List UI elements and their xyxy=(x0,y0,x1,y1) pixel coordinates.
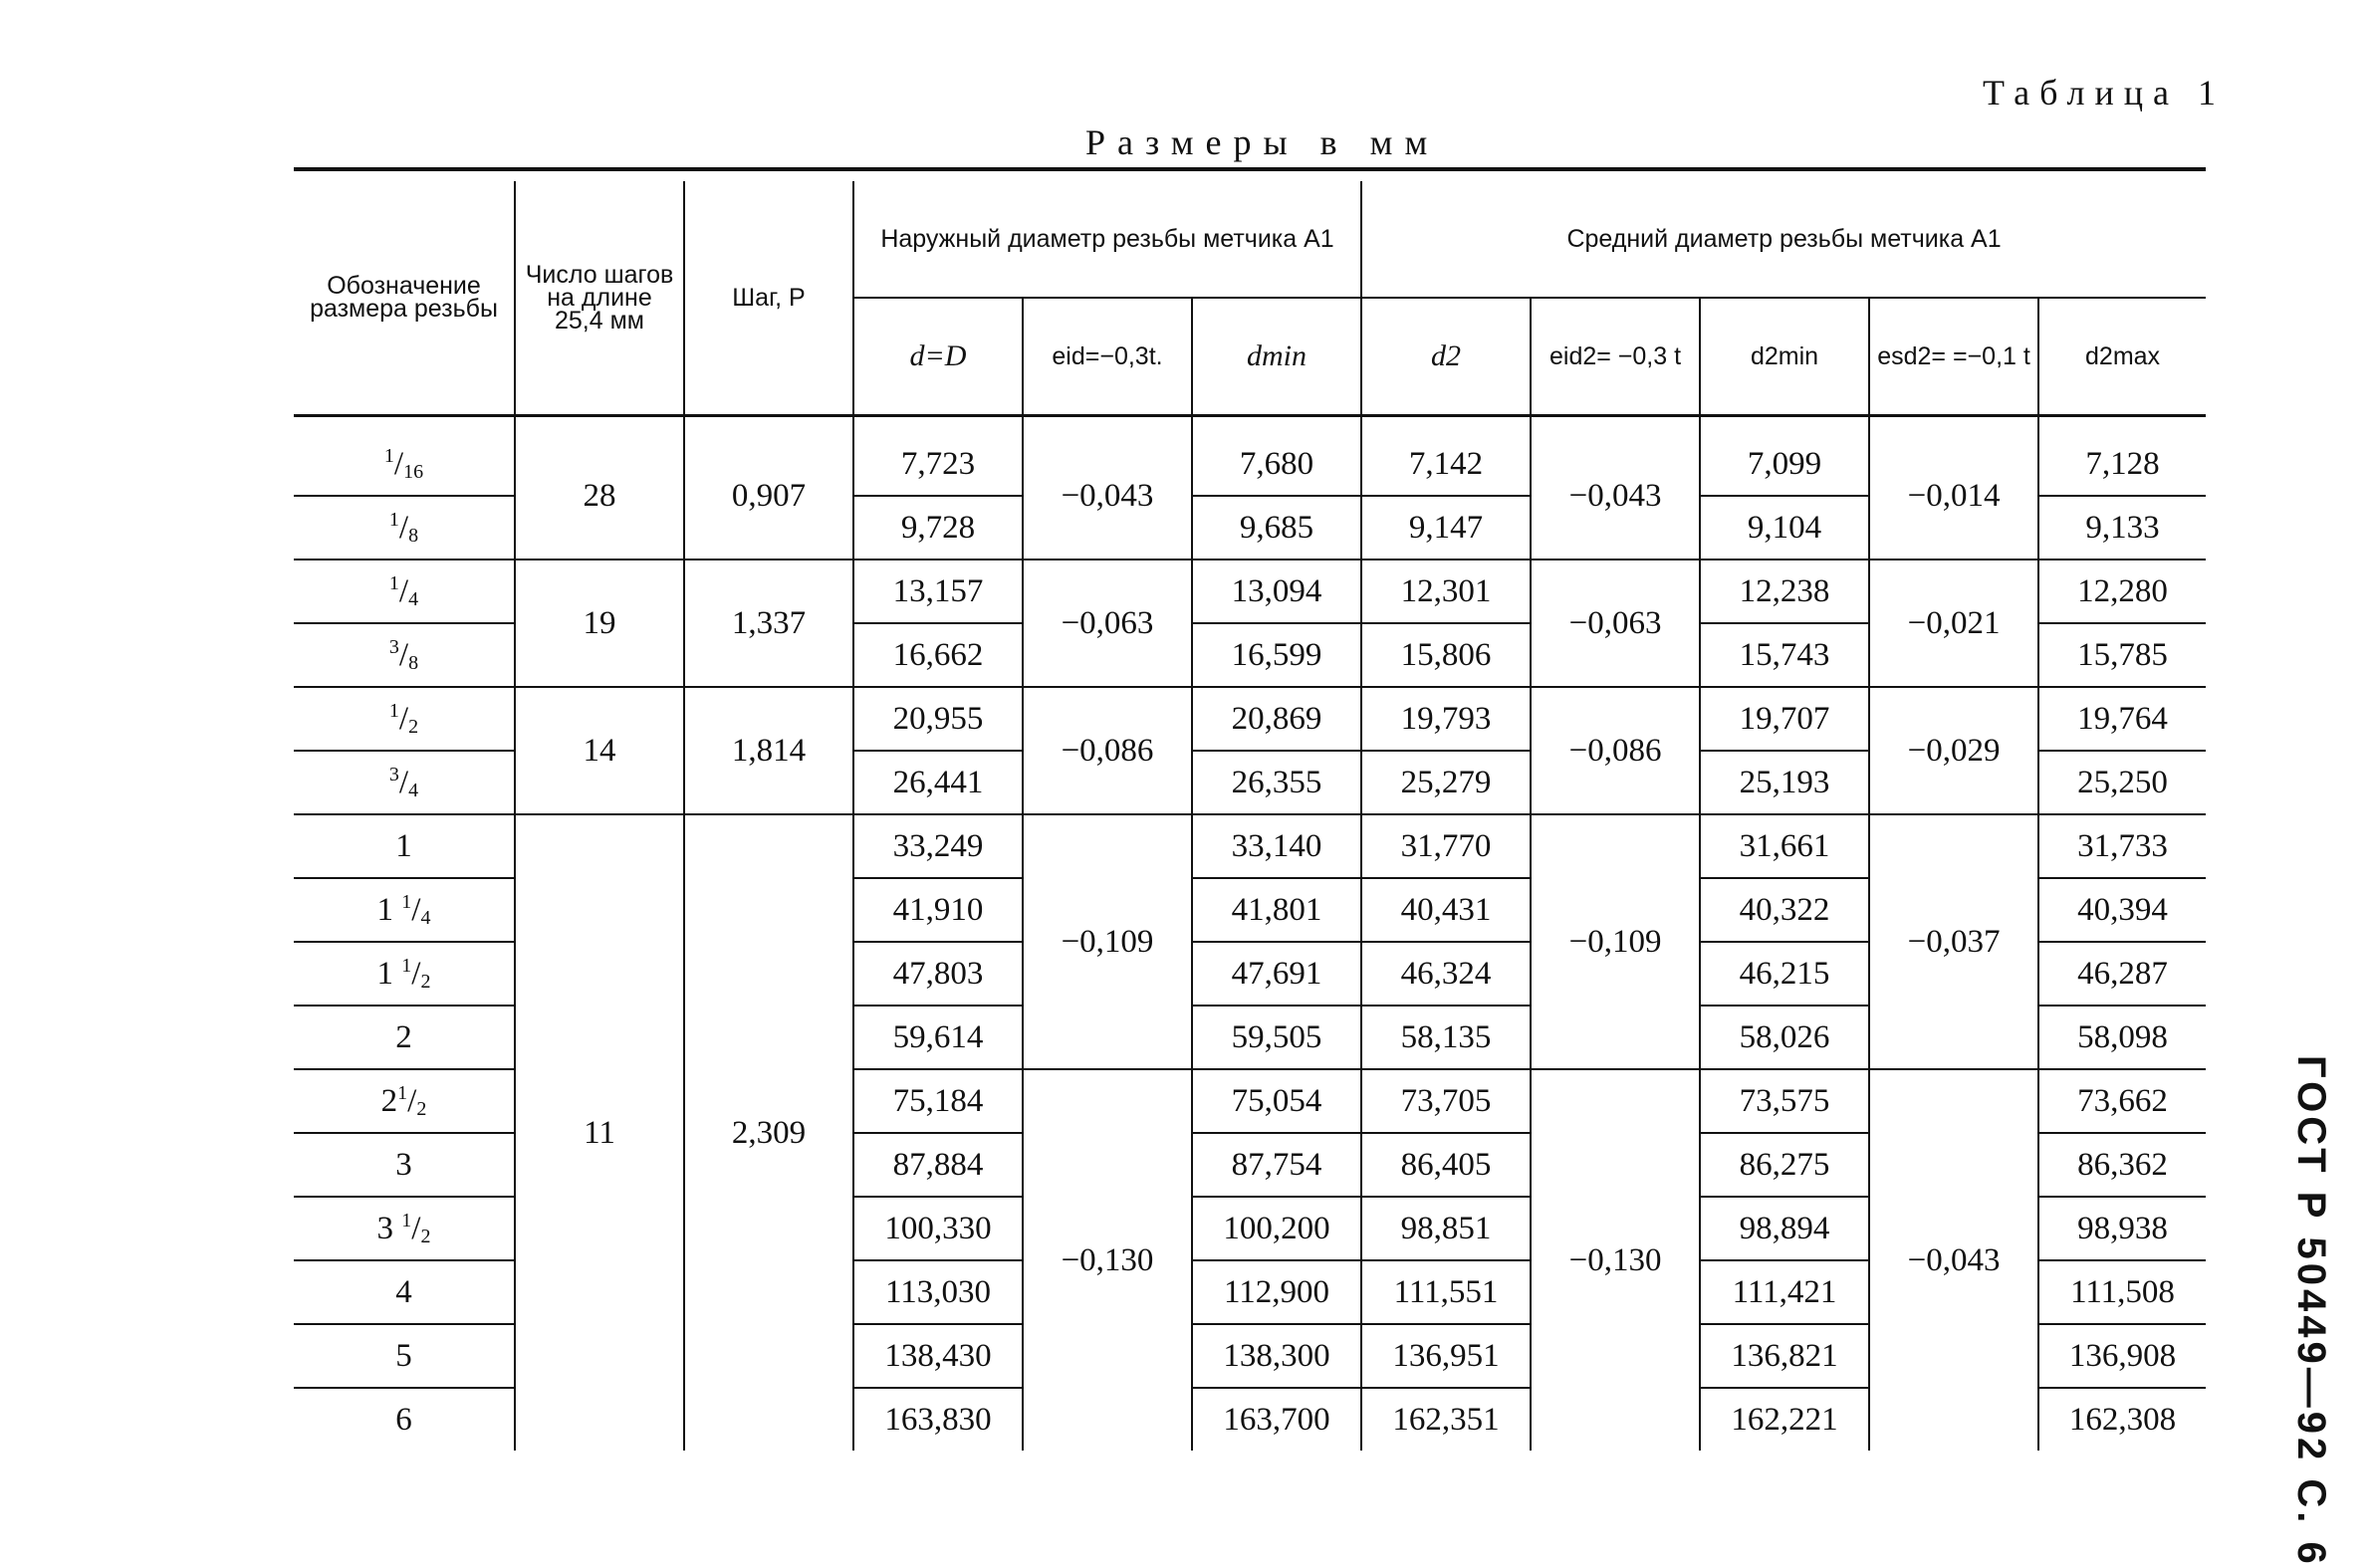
outer-diameter-min: 20,869 xyxy=(1192,687,1361,751)
fraction-slash: / xyxy=(407,1082,417,1119)
outer-diameter: 87,884 xyxy=(853,1133,1023,1197)
outer-diameter-min: 75,054 xyxy=(1192,1069,1361,1133)
pitch-diameter-min: 58,026 xyxy=(1700,1006,1869,1069)
pitch-diameter-max: 98,938 xyxy=(2038,1197,2206,1260)
col-pitch: Шаг, P xyxy=(684,181,853,416)
pitch-diameter: 162,351 xyxy=(1361,1388,1531,1451)
thread-size-value xyxy=(389,765,418,800)
pitch-diameter: 25,279 xyxy=(1361,751,1531,814)
outer-diameter-min: 13,094 xyxy=(1192,560,1361,623)
size-denominator: 2 xyxy=(408,715,419,738)
thread-size-value xyxy=(389,701,418,737)
size-denominator: 2 xyxy=(420,1225,431,1247)
thread-size-value xyxy=(377,956,431,992)
dimensions-table-wrapper xyxy=(294,167,2206,1451)
col-threads: Число шагов на длине 25,4 мм xyxy=(515,181,684,416)
fraction-slash: / xyxy=(393,445,404,482)
pitch-diameter-max: 111,508 xyxy=(2038,1260,2206,1324)
fraction-slash: / xyxy=(411,955,421,992)
fraction-slash: / xyxy=(398,636,409,673)
outer-diameter: 138,430 xyxy=(853,1324,1023,1388)
pitch-diameter: 98,851 xyxy=(1361,1197,1531,1260)
pitch-value: 1,814 xyxy=(684,687,853,814)
outer-diameter-min: 41,801 xyxy=(1192,878,1361,942)
standard-page-label: ГОСТ Р 50449—92 С. 6 xyxy=(2289,1055,2333,1568)
outer-diameter: 33,249 xyxy=(853,814,1023,878)
thread-size-value xyxy=(395,1402,412,1438)
pitch-diameter-max: 162,308 xyxy=(2038,1388,2206,1451)
pitch-diameter-min: 86,275 xyxy=(1700,1133,1869,1197)
outer-diameter-min: 26,355 xyxy=(1192,751,1361,814)
pitch-diameter-min: 15,743 xyxy=(1700,623,1869,687)
pitch-diameter-max: 58,098 xyxy=(2038,1006,2206,1069)
col-d xyxy=(853,298,1023,416)
pitch-diameter-max: 136,908 xyxy=(2038,1324,2206,1388)
size-denominator: 8 xyxy=(408,524,419,547)
size-whole: 4 xyxy=(395,1273,412,1310)
pitch-diameter-max: 31,733 xyxy=(2038,814,2206,878)
thread-size xyxy=(294,1133,515,1197)
size-numerator: 3 xyxy=(388,763,399,785)
threads-per-inch: 14 xyxy=(515,687,684,814)
pitch-diameter-min: 25,193 xyxy=(1700,751,1869,814)
outer-diameter-min: 59,505 xyxy=(1192,1006,1361,1069)
pitch-diameter-min: 162,221 xyxy=(1700,1388,1869,1451)
size-numerator: 3 xyxy=(388,635,399,658)
pitch-diameter: 40,431 xyxy=(1361,878,1531,942)
size-numerator: 1 xyxy=(397,1081,408,1104)
thread-size-value xyxy=(377,1211,431,1246)
size-numerator: 1 xyxy=(383,444,394,467)
thread-size xyxy=(294,496,515,560)
pitch-diameter: 136,951 xyxy=(1361,1324,1531,1388)
col-dmin-label: dmin xyxy=(1247,338,1307,372)
pitch-diameter-max: 7,128 xyxy=(2038,416,2206,497)
outer-diameter-min: 47,691 xyxy=(1192,942,1361,1006)
outer-diameter-min: 9,685 xyxy=(1192,496,1361,560)
outer-diameter-min: 33,140 xyxy=(1192,814,1361,878)
thread-size xyxy=(294,814,515,878)
size-whole: 3 xyxy=(376,1210,402,1246)
esd2-deviation: −0,029 xyxy=(1869,687,2038,814)
size-whole: 2 xyxy=(380,1082,398,1119)
outer-diameter-min: 163,700 xyxy=(1192,1388,1361,1451)
fraction-slash: / xyxy=(398,764,409,800)
fraction-slash: / xyxy=(411,1210,421,1246)
thread-size xyxy=(294,623,515,687)
thread-size xyxy=(294,1197,515,1260)
fraction-slash: / xyxy=(398,700,409,737)
outer-diameter: 59,614 xyxy=(853,1006,1023,1069)
pitch-diameter: 12,301 xyxy=(1361,560,1531,623)
esd2-deviation: −0,043 xyxy=(1869,1069,2038,1451)
col-d2 xyxy=(1361,298,1531,416)
eid-deviation: −0,086 xyxy=(1023,687,1192,814)
col-d2max: d2max xyxy=(2038,298,2206,416)
size-denominator: 8 xyxy=(408,651,419,674)
pitch-diameter-min: 12,238 xyxy=(1700,560,1869,623)
size-numerator: 1 xyxy=(401,954,412,977)
pitch-diameter-min: 7,099 xyxy=(1700,416,1869,497)
eid-deviation: −0,109 xyxy=(1023,814,1192,1069)
eid2-deviation: −0,063 xyxy=(1531,560,1700,687)
eid-deviation: −0,043 xyxy=(1023,416,1192,560)
thread-size xyxy=(294,751,515,814)
thread-size xyxy=(294,1006,515,1069)
pitch-diameter-max: 25,250 xyxy=(2038,751,2206,814)
col-eid2: eid2= −0,3 t xyxy=(1531,298,1700,416)
pitch-diameter-min: 40,322 xyxy=(1700,878,1869,942)
thread-size-value xyxy=(389,573,418,609)
pitch-diameter-min: 19,707 xyxy=(1700,687,1869,751)
size-whole: 1 xyxy=(395,827,412,864)
pitch-diameter-min: 9,104 xyxy=(1700,496,1869,560)
threads-per-inch: 11 xyxy=(515,814,684,1451)
thread-size xyxy=(294,687,515,751)
outer-diameter: 163,830 xyxy=(853,1388,1023,1451)
size-numerator: 1 xyxy=(401,1209,412,1232)
size-whole: 5 xyxy=(395,1337,412,1374)
thread-size-value xyxy=(395,1147,412,1183)
pitch-value: 1,337 xyxy=(684,560,853,687)
thread-size xyxy=(294,1069,515,1133)
thread-size-value xyxy=(395,1274,412,1310)
pitch-diameter-max: 40,394 xyxy=(2038,878,2206,942)
thread-size-value xyxy=(395,1338,412,1374)
threads-per-inch: 28 xyxy=(515,416,684,560)
col-outer-group: Наружный диаметр резьбы метчика А1 xyxy=(853,181,1361,298)
pitch-diameter: 7,142 xyxy=(1361,416,1531,497)
col-dmin xyxy=(1192,298,1361,416)
size-denominator: 4 xyxy=(408,587,419,610)
pitch-diameter-min: 31,661 xyxy=(1700,814,1869,878)
esd2-deviation: −0,014 xyxy=(1869,416,2038,560)
size-numerator: 1 xyxy=(388,571,399,594)
col-eid: eid=−0,3t. xyxy=(1023,298,1192,416)
eid2-deviation: −0,130 xyxy=(1531,1069,1700,1451)
outer-diameter: 13,157 xyxy=(853,560,1023,623)
eid2-deviation: −0,109 xyxy=(1531,814,1700,1069)
table-row xyxy=(294,814,2206,878)
outer-diameter: 41,910 xyxy=(853,878,1023,942)
pitch-diameter-min: 98,894 xyxy=(1700,1197,1869,1260)
pitch-diameter-max: 12,280 xyxy=(2038,560,2206,623)
table-row xyxy=(294,687,2206,751)
outer-diameter: 75,184 xyxy=(853,1069,1023,1133)
col-d2-label: d2 xyxy=(1431,338,1462,372)
outer-diameter-min: 7,680 xyxy=(1192,416,1361,497)
thread-size xyxy=(294,942,515,1006)
size-denominator: 2 xyxy=(420,970,431,993)
pitch-diameter-min: 136,821 xyxy=(1700,1324,1869,1388)
outer-diameter-min: 16,599 xyxy=(1192,623,1361,687)
size-denominator: 16 xyxy=(403,460,424,483)
size-numerator: 1 xyxy=(388,508,399,531)
size-numerator: 1 xyxy=(401,890,412,913)
thread-size xyxy=(294,560,515,623)
pitch-diameter-min: 111,421 xyxy=(1700,1260,1869,1324)
pitch-diameter: 19,793 xyxy=(1361,687,1531,751)
eid2-deviation: −0,086 xyxy=(1531,687,1700,814)
esd2-deviation: −0,037 xyxy=(1869,814,2038,1069)
size-whole: 3 xyxy=(395,1146,412,1183)
pitch-diameter-max: 46,287 xyxy=(2038,942,2206,1006)
table-number: Таблица 1 xyxy=(1983,73,2226,112)
fraction-slash: / xyxy=(398,509,409,546)
thread-size xyxy=(294,1324,515,1388)
outer-diameter: 16,662 xyxy=(853,623,1023,687)
thread-size-value xyxy=(395,828,412,864)
size-whole: 1 xyxy=(376,955,402,992)
outer-diameter: 9,728 xyxy=(853,496,1023,560)
pitch-value: 2,309 xyxy=(684,814,853,1451)
col-esd2: esd2= =−0,1 t xyxy=(1869,298,2038,416)
eid-deviation: −0,063 xyxy=(1023,560,1192,687)
table-body xyxy=(294,416,2206,1452)
outer-diameter-min: 138,300 xyxy=(1192,1324,1361,1388)
dimensions-table xyxy=(294,181,2206,1451)
col-mid-group: Средний диаметр резьбы метчика А1 xyxy=(1361,181,2206,298)
pitch-value: 0,907 xyxy=(684,416,853,560)
top-rule xyxy=(294,167,2206,171)
eid-deviation: −0,130 xyxy=(1023,1069,1192,1451)
pitch-diameter-max: 19,764 xyxy=(2038,687,2206,751)
col-designation: Обозначение размера резьбы xyxy=(294,181,515,416)
pitch-diameter: 58,135 xyxy=(1361,1006,1531,1069)
outer-diameter: 113,030 xyxy=(853,1260,1023,1324)
size-denominator: 4 xyxy=(408,779,419,801)
pitch-diameter-max: 15,785 xyxy=(2038,623,2206,687)
pitch-diameter-max: 9,133 xyxy=(2038,496,2206,560)
thread-size xyxy=(294,416,515,497)
thread-size-value xyxy=(395,1019,412,1055)
outer-diameter: 100,330 xyxy=(853,1197,1023,1260)
table-row xyxy=(294,560,2206,623)
outer-diameter-min: 112,900 xyxy=(1192,1260,1361,1324)
col-d-label: d=D xyxy=(909,338,967,372)
pitch-diameter-max: 73,662 xyxy=(2038,1069,2206,1133)
pitch-diameter: 86,405 xyxy=(1361,1133,1531,1197)
pitch-diameter: 73,705 xyxy=(1361,1069,1531,1133)
fraction-slash: / xyxy=(411,891,421,928)
esd2-deviation: −0,021 xyxy=(1869,560,2038,687)
pitch-diameter: 111,551 xyxy=(1361,1260,1531,1324)
outer-diameter: 7,723 xyxy=(853,416,1023,497)
pitch-diameter: 9,147 xyxy=(1361,496,1531,560)
pitch-diameter: 46,324 xyxy=(1361,942,1531,1006)
outer-diameter-min: 100,200 xyxy=(1192,1197,1361,1260)
size-whole: 1 xyxy=(376,891,402,928)
pitch-diameter-max: 86,362 xyxy=(2038,1133,2206,1197)
thread-size-value xyxy=(377,892,431,928)
thread-size xyxy=(294,878,515,942)
outer-diameter-min: 87,754 xyxy=(1192,1133,1361,1197)
thread-size xyxy=(294,1260,515,1324)
size-whole: 2 xyxy=(395,1018,412,1055)
pitch-diameter: 31,770 xyxy=(1361,814,1531,878)
thread-size-value xyxy=(389,637,418,673)
col-d2min: d2min xyxy=(1700,298,1869,416)
fraction-slash: / xyxy=(398,572,409,609)
size-whole: 6 xyxy=(395,1401,412,1438)
outer-diameter: 47,803 xyxy=(853,942,1023,1006)
table-row xyxy=(294,416,2206,497)
size-denominator: 2 xyxy=(416,1097,427,1120)
pitch-diameter-min: 73,575 xyxy=(1700,1069,1869,1133)
outer-diameter: 26,441 xyxy=(853,751,1023,814)
pitch-diameter-min: 46,215 xyxy=(1700,942,1869,1006)
thread-size xyxy=(294,1388,515,1451)
eid2-deviation: −0,043 xyxy=(1531,416,1700,560)
threads-per-inch: 19 xyxy=(515,560,684,687)
pitch-diameter: 15,806 xyxy=(1361,623,1531,687)
thread-size-value xyxy=(384,446,423,482)
thread-size-value xyxy=(389,510,418,546)
size-numerator: 1 xyxy=(388,699,399,722)
outer-diameter: 20,955 xyxy=(853,687,1023,751)
thread-size-value xyxy=(381,1083,427,1119)
units-caption: Размеры в мм xyxy=(1085,122,1440,162)
size-denominator: 4 xyxy=(420,906,431,929)
